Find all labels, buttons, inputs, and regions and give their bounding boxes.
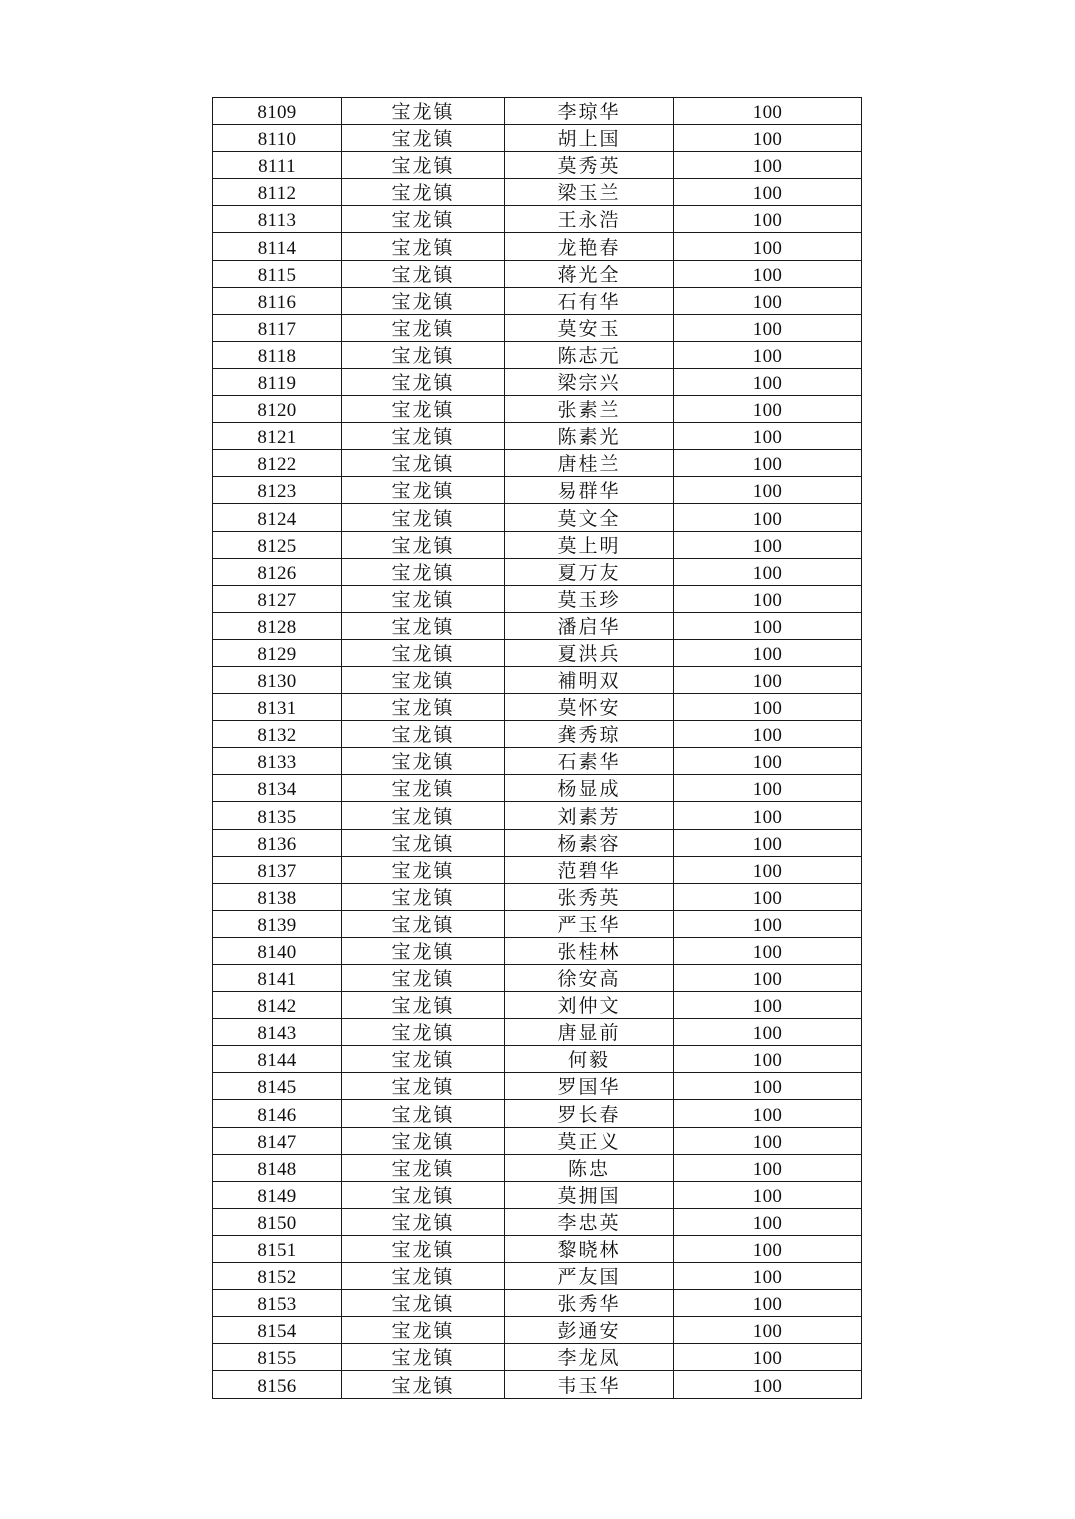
person-name-cell: 王永浩 xyxy=(505,206,674,233)
town-cell: 宝龙镇 xyxy=(342,396,505,423)
town-cell: 宝龙镇 xyxy=(342,368,505,395)
person-name-cell: 李忠英 xyxy=(505,1208,674,1235)
table-row xyxy=(213,1290,862,1317)
table-row xyxy=(213,856,862,883)
table-row xyxy=(213,612,862,639)
town-cell: 宝龙镇 xyxy=(342,1046,505,1073)
table-row xyxy=(213,1127,862,1154)
town-cell: 宝龙镇 xyxy=(342,260,505,287)
serial-number-cell: 8109 xyxy=(213,98,342,125)
town-cell: 宝龙镇 xyxy=(342,152,505,179)
amount-cell: 100 xyxy=(674,721,862,748)
person-name-cell: 莫上明 xyxy=(505,531,674,558)
amount-cell: 100 xyxy=(674,125,862,152)
town-cell: 宝龙镇 xyxy=(342,531,505,558)
town-cell: 宝龙镇 xyxy=(342,775,505,802)
person-name-cell: 胡上国 xyxy=(505,125,674,152)
town-cell: 宝龙镇 xyxy=(342,748,505,775)
serial-number-cell: 8143 xyxy=(213,1019,342,1046)
amount-cell: 100 xyxy=(674,396,862,423)
serial-number-cell: 8154 xyxy=(213,1317,342,1344)
table-row xyxy=(213,558,862,585)
table-row xyxy=(213,477,862,504)
person-name-cell: 唐显前 xyxy=(505,1019,674,1046)
person-name-cell: 易群华 xyxy=(505,477,674,504)
serial-number-cell: 8124 xyxy=(213,504,342,531)
serial-number-cell: 8136 xyxy=(213,829,342,856)
town-cell: 宝龙镇 xyxy=(342,1344,505,1371)
serial-number-cell: 8146 xyxy=(213,1100,342,1127)
amount-cell: 100 xyxy=(674,1235,862,1262)
town-cell: 宝龙镇 xyxy=(342,1073,505,1100)
table-row xyxy=(213,260,862,287)
town-cell: 宝龙镇 xyxy=(342,1019,505,1046)
serial-number-cell: 8148 xyxy=(213,1154,342,1181)
town-cell: 宝龙镇 xyxy=(342,666,505,693)
amount-cell: 100 xyxy=(674,206,862,233)
person-name-cell: 石有华 xyxy=(505,287,674,314)
serial-number-cell: 8122 xyxy=(213,450,342,477)
table-row xyxy=(213,1100,862,1127)
town-cell: 宝龙镇 xyxy=(342,1154,505,1181)
amount-cell: 100 xyxy=(674,856,862,883)
town-cell: 宝龙镇 xyxy=(342,883,505,910)
amount-cell: 100 xyxy=(674,1019,862,1046)
amount-cell: 100 xyxy=(674,802,862,829)
town-cell: 宝龙镇 xyxy=(342,937,505,964)
serial-number-cell: 8126 xyxy=(213,558,342,585)
person-name-cell: 莫安玉 xyxy=(505,314,674,341)
town-cell: 宝龙镇 xyxy=(342,1208,505,1235)
serial-number-cell: 8131 xyxy=(213,694,342,721)
town-cell: 宝龙镇 xyxy=(342,1290,505,1317)
amount-cell: 100 xyxy=(674,1181,862,1208)
person-name-cell: 陈志元 xyxy=(505,341,674,368)
table-row xyxy=(213,937,862,964)
amount-cell: 100 xyxy=(674,1344,862,1371)
serial-number-cell: 8151 xyxy=(213,1235,342,1262)
amount-cell: 100 xyxy=(674,423,862,450)
table-row xyxy=(213,910,862,937)
town-cell: 宝龙镇 xyxy=(342,1100,505,1127)
town-cell: 宝龙镇 xyxy=(342,558,505,585)
table-row xyxy=(213,1154,862,1181)
serial-number-cell: 8155 xyxy=(213,1344,342,1371)
amount-cell: 100 xyxy=(674,775,862,802)
table-row xyxy=(213,1046,862,1073)
town-cell: 宝龙镇 xyxy=(342,829,505,856)
town-cell: 宝龙镇 xyxy=(342,802,505,829)
table-row xyxy=(213,423,862,450)
person-name-cell: 罗长春 xyxy=(505,1100,674,1127)
table-row xyxy=(213,802,862,829)
person-name-cell: 罗国华 xyxy=(505,1073,674,1100)
table-row xyxy=(213,179,862,206)
amount-cell: 100 xyxy=(674,179,862,206)
person-name-cell: 莫正义 xyxy=(505,1127,674,1154)
person-name-cell: 杨显成 xyxy=(505,775,674,802)
town-cell: 宝龙镇 xyxy=(342,1263,505,1290)
person-name-cell: 李龙凤 xyxy=(505,1344,674,1371)
person-name-cell: 莫玉珍 xyxy=(505,585,674,612)
person-name-cell: 刘素芳 xyxy=(505,802,674,829)
person-name-cell: 彭通安 xyxy=(505,1317,674,1344)
town-cell: 宝龙镇 xyxy=(342,992,505,1019)
amount-cell: 100 xyxy=(674,558,862,585)
serial-number-cell: 8117 xyxy=(213,314,342,341)
table-row xyxy=(213,233,862,260)
town-cell: 宝龙镇 xyxy=(342,125,505,152)
town-cell: 宝龙镇 xyxy=(342,1181,505,1208)
amount-cell: 100 xyxy=(674,992,862,1019)
table-row xyxy=(213,152,862,179)
amount-cell: 100 xyxy=(674,965,862,992)
serial-number-cell: 8120 xyxy=(213,396,342,423)
town-cell: 宝龙镇 xyxy=(342,585,505,612)
town-cell: 宝龙镇 xyxy=(342,856,505,883)
town-cell: 宝龙镇 xyxy=(342,1235,505,1262)
amount-cell: 100 xyxy=(674,1263,862,1290)
serial-number-cell: 8118 xyxy=(213,341,342,368)
person-name-cell: 莫拥国 xyxy=(505,1181,674,1208)
roster-table-body xyxy=(213,98,862,1399)
serial-number-cell: 8125 xyxy=(213,531,342,558)
serial-number-cell: 8139 xyxy=(213,910,342,937)
amount-cell: 100 xyxy=(674,287,862,314)
amount-cell: 100 xyxy=(674,1100,862,1127)
table-row xyxy=(213,829,862,856)
person-name-cell: 龚秀琼 xyxy=(505,721,674,748)
table-row xyxy=(213,883,862,910)
table-row xyxy=(213,694,862,721)
serial-number-cell: 8147 xyxy=(213,1127,342,1154)
person-name-cell: 韦玉华 xyxy=(505,1371,674,1398)
person-name-cell: 梁宗兴 xyxy=(505,368,674,395)
amount-cell: 100 xyxy=(674,504,862,531)
town-cell: 宝龙镇 xyxy=(342,612,505,639)
town-cell: 宝龙镇 xyxy=(342,1371,505,1398)
amount-cell: 100 xyxy=(674,1317,862,1344)
serial-number-cell: 8138 xyxy=(213,883,342,910)
amount-cell: 100 xyxy=(674,612,862,639)
person-name-cell: 龙艳春 xyxy=(505,233,674,260)
table-row xyxy=(213,748,862,775)
table-row xyxy=(213,965,862,992)
town-cell: 宝龙镇 xyxy=(342,965,505,992)
table-row xyxy=(213,531,862,558)
person-name-cell: 唐桂兰 xyxy=(505,450,674,477)
table-row xyxy=(213,1181,862,1208)
amount-cell: 100 xyxy=(674,883,862,910)
amount-cell: 100 xyxy=(674,1208,862,1235)
serial-number-cell: 8150 xyxy=(213,1208,342,1235)
serial-number-cell: 8145 xyxy=(213,1073,342,1100)
roster-table xyxy=(212,97,862,1399)
table-row xyxy=(213,125,862,152)
serial-number-cell: 8115 xyxy=(213,260,342,287)
serial-number-cell: 8114 xyxy=(213,233,342,260)
town-cell: 宝龙镇 xyxy=(342,910,505,937)
serial-number-cell: 8134 xyxy=(213,775,342,802)
table-row xyxy=(213,98,862,125)
table-row xyxy=(213,504,862,531)
amount-cell: 100 xyxy=(674,531,862,558)
amount-cell: 100 xyxy=(674,1046,862,1073)
person-name-cell: 李琼华 xyxy=(505,98,674,125)
amount-cell: 100 xyxy=(674,98,862,125)
amount-cell: 100 xyxy=(674,910,862,937)
amount-cell: 100 xyxy=(674,341,862,368)
person-name-cell: 夏万友 xyxy=(505,558,674,585)
serial-number-cell: 8119 xyxy=(213,368,342,395)
serial-number-cell: 8111 xyxy=(213,152,342,179)
person-name-cell: 张桂林 xyxy=(505,937,674,964)
table-row xyxy=(213,1344,862,1371)
town-cell: 宝龙镇 xyxy=(342,1127,505,1154)
town-cell: 宝龙镇 xyxy=(342,206,505,233)
town-cell: 宝龙镇 xyxy=(342,179,505,206)
person-name-cell: 刘仲文 xyxy=(505,992,674,1019)
person-name-cell: 莫文全 xyxy=(505,504,674,531)
table-row xyxy=(213,206,862,233)
serial-number-cell: 8144 xyxy=(213,1046,342,1073)
serial-number-cell: 8156 xyxy=(213,1371,342,1398)
serial-number-cell: 8135 xyxy=(213,802,342,829)
table-row xyxy=(213,450,862,477)
amount-cell: 100 xyxy=(674,585,862,612)
amount-cell: 100 xyxy=(674,368,862,395)
table-row xyxy=(213,1208,862,1235)
amount-cell: 100 xyxy=(674,260,862,287)
person-name-cell: 莫秀英 xyxy=(505,152,674,179)
serial-number-cell: 8142 xyxy=(213,992,342,1019)
serial-number-cell: 8133 xyxy=(213,748,342,775)
person-name-cell: 陈忠 xyxy=(505,1154,674,1181)
amount-cell: 100 xyxy=(674,1073,862,1100)
town-cell: 宝龙镇 xyxy=(342,98,505,125)
table-row xyxy=(213,1317,862,1344)
amount-cell: 100 xyxy=(674,829,862,856)
amount-cell: 100 xyxy=(674,233,862,260)
table-row xyxy=(213,368,862,395)
table-row xyxy=(213,639,862,666)
amount-cell: 100 xyxy=(674,1371,862,1398)
person-name-cell: 潘启华 xyxy=(505,612,674,639)
town-cell: 宝龙镇 xyxy=(342,314,505,341)
serial-number-cell: 8130 xyxy=(213,666,342,693)
table-row xyxy=(213,1073,862,1100)
person-name-cell: 莫怀安 xyxy=(505,694,674,721)
person-name-cell: 夏洪兵 xyxy=(505,639,674,666)
amount-cell: 100 xyxy=(674,639,862,666)
person-name-cell: 严友国 xyxy=(505,1263,674,1290)
serial-number-cell: 8123 xyxy=(213,477,342,504)
serial-number-cell: 8140 xyxy=(213,937,342,964)
serial-number-cell: 8129 xyxy=(213,639,342,666)
serial-number-cell: 8141 xyxy=(213,965,342,992)
table-row xyxy=(213,1019,862,1046)
person-name-cell: 蒋光全 xyxy=(505,260,674,287)
amount-cell: 100 xyxy=(674,314,862,341)
person-name-cell: 张秀华 xyxy=(505,1290,674,1317)
town-cell: 宝龙镇 xyxy=(342,233,505,260)
town-cell: 宝龙镇 xyxy=(342,504,505,531)
amount-cell: 100 xyxy=(674,748,862,775)
town-cell: 宝龙镇 xyxy=(342,1317,505,1344)
amount-cell: 100 xyxy=(674,694,862,721)
serial-number-cell: 8149 xyxy=(213,1181,342,1208)
person-name-cell: 補明双 xyxy=(505,666,674,693)
person-name-cell: 严玉华 xyxy=(505,910,674,937)
amount-cell: 100 xyxy=(674,1290,862,1317)
serial-number-cell: 8112 xyxy=(213,179,342,206)
serial-number-cell: 8110 xyxy=(213,125,342,152)
table-row xyxy=(213,992,862,1019)
table-row xyxy=(213,341,862,368)
serial-number-cell: 8132 xyxy=(213,721,342,748)
serial-number-cell: 8113 xyxy=(213,206,342,233)
table-row xyxy=(213,1235,862,1262)
table-row xyxy=(213,666,862,693)
table-row xyxy=(213,721,862,748)
amount-cell: 100 xyxy=(674,152,862,179)
town-cell: 宝龙镇 xyxy=(342,694,505,721)
town-cell: 宝龙镇 xyxy=(342,450,505,477)
person-name-cell: 梁玉兰 xyxy=(505,179,674,206)
table-row xyxy=(213,585,862,612)
serial-number-cell: 8153 xyxy=(213,1290,342,1317)
document-page xyxy=(212,97,861,1399)
person-name-cell: 何毅 xyxy=(505,1046,674,1073)
amount-cell: 100 xyxy=(674,937,862,964)
serial-number-cell: 8128 xyxy=(213,612,342,639)
person-name-cell: 陈素光 xyxy=(505,423,674,450)
amount-cell: 100 xyxy=(674,1154,862,1181)
serial-number-cell: 8137 xyxy=(213,856,342,883)
town-cell: 宝龙镇 xyxy=(342,477,505,504)
serial-number-cell: 8116 xyxy=(213,287,342,314)
town-cell: 宝龙镇 xyxy=(342,423,505,450)
person-name-cell: 杨素容 xyxy=(505,829,674,856)
amount-cell: 100 xyxy=(674,477,862,504)
person-name-cell: 范碧华 xyxy=(505,856,674,883)
table-row xyxy=(213,1371,862,1398)
table-row xyxy=(213,396,862,423)
amount-cell: 100 xyxy=(674,666,862,693)
person-name-cell: 张素兰 xyxy=(505,396,674,423)
table-row xyxy=(213,1263,862,1290)
town-cell: 宝龙镇 xyxy=(342,721,505,748)
town-cell: 宝龙镇 xyxy=(342,287,505,314)
serial-number-cell: 8152 xyxy=(213,1263,342,1290)
serial-number-cell: 8127 xyxy=(213,585,342,612)
table-row xyxy=(213,314,862,341)
town-cell: 宝龙镇 xyxy=(342,341,505,368)
person-name-cell: 黎晓林 xyxy=(505,1235,674,1262)
town-cell: 宝龙镇 xyxy=(342,639,505,666)
person-name-cell: 徐安高 xyxy=(505,965,674,992)
table-row xyxy=(213,287,862,314)
serial-number-cell: 8121 xyxy=(213,423,342,450)
person-name-cell: 石素华 xyxy=(505,748,674,775)
person-name-cell: 张秀英 xyxy=(505,883,674,910)
amount-cell: 100 xyxy=(674,1127,862,1154)
table-row xyxy=(213,775,862,802)
amount-cell: 100 xyxy=(674,450,862,477)
